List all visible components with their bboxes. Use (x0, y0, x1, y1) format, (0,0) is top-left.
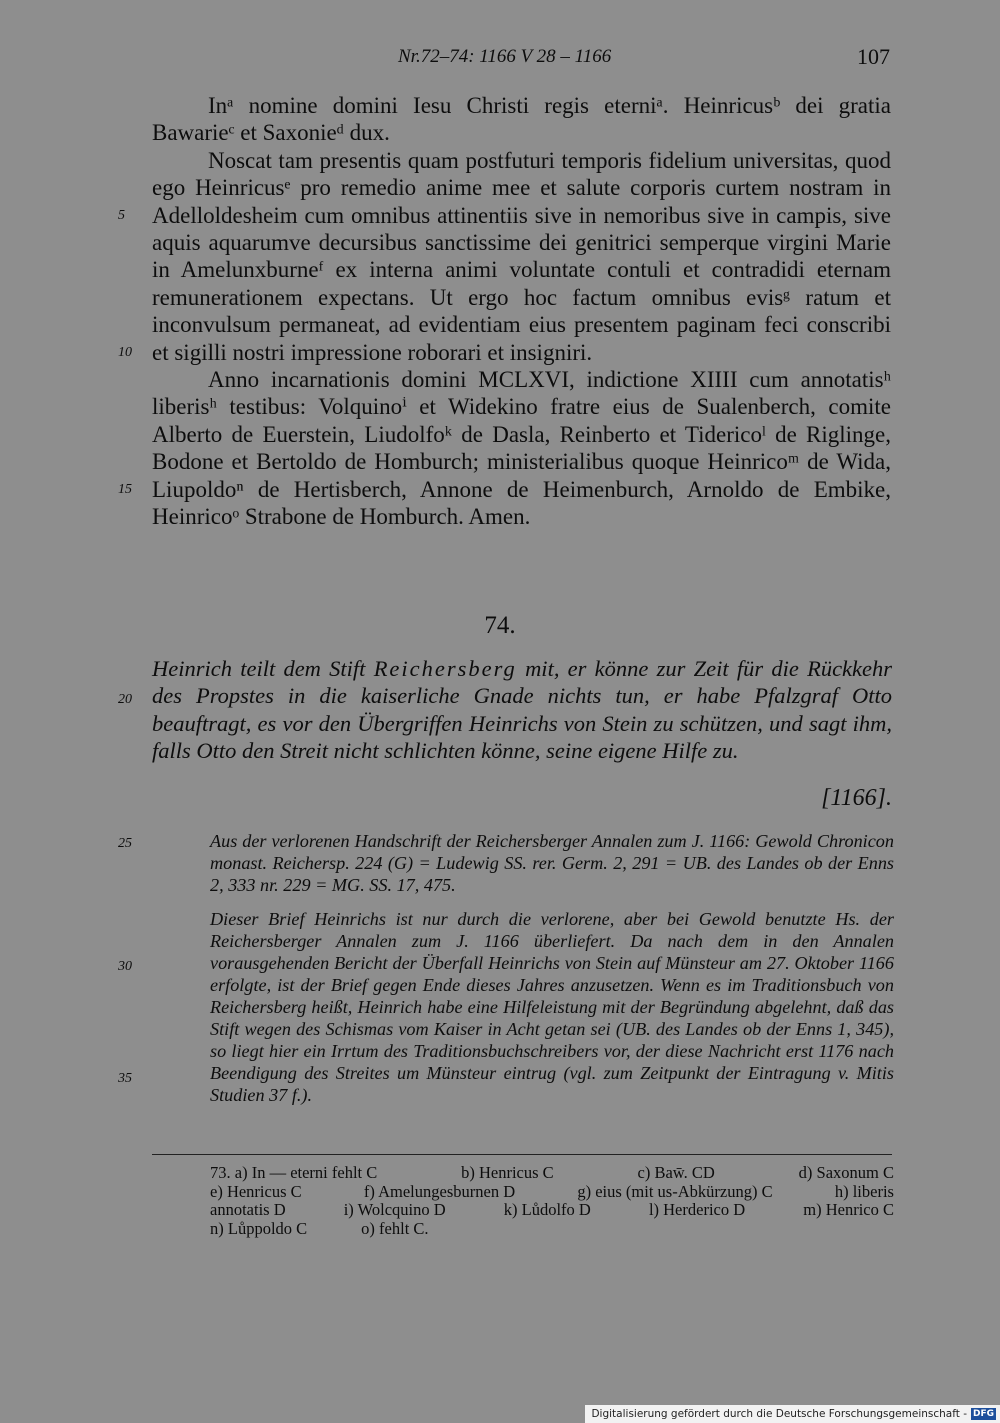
apparatus-row (210, 1164, 894, 1183)
apparatus-note: c) Baw̄. CD (637, 1163, 715, 1182)
footnote-divider (152, 1154, 892, 1155)
commentary (210, 908, 894, 1106)
line-number: 25 (118, 836, 132, 851)
line-number: 20 (118, 692, 132, 707)
line-number: 5 (118, 208, 125, 223)
apparatus-note: 73. a) In — eterni fehlt C (210, 1163, 378, 1182)
apparatus-note: e) Henricus C (210, 1181, 302, 1201)
line-number: 15 (118, 482, 132, 497)
critical-apparatus (210, 1164, 894, 1238)
apparatus-row (210, 1183, 894, 1202)
running-title: Nr.72–74: 1166 V 28 – 1166 (398, 46, 612, 67)
dfg-logo-icon[interactable]: DFG (972, 1409, 994, 1419)
footer-text: Digitalisierung gefördert durch die Deutsche Forschungsgemeinschaft - (591, 1408, 967, 1420)
line-number: 30 (118, 959, 132, 974)
apparatus-row (210, 1220, 894, 1239)
regest-text-a: Heinrich teilt dem Stift (152, 656, 366, 681)
charter-dispositio: Noscat tam presentis quam postfuturi temporis fidelium universitas, quod ego Heinricusᵉ pro remedio anime mee et salute corporis curtem nostram in Adelloldesheim cum omnibus attinentiis sive in nemoribus sive in campis, sive aquis aquarumve decursibus sanctissime dei genitrici semperque virgini Marie in Amelunxburneᶠ ex interna animi voluntate contuli et contradidi eternam remunerationem expectans. Ut ergo hoc factum omnibus evisᵍ ratum et inconvulsum permaneat, ad evidentiam eius presentem paginam feci conscribi et sigilli nostri impressione roborari et insigniri. (152, 147, 891, 365)
charter-73-text (152, 92, 891, 531)
page-header (150, 44, 890, 74)
apparatus-note: l) Herderico D (648, 1200, 746, 1219)
apparatus-note: g) eius (mit us-Abkürzung) C (577, 1181, 773, 1201)
regest-spaced-name: Reichersberg (373, 656, 517, 681)
digitization-footer (585, 1405, 1000, 1423)
apparatus-note: b) Henricus C (461, 1163, 554, 1182)
apparatus-row (210, 1201, 894, 1220)
line-number: 35 (118, 1071, 132, 1086)
commentary-text: Dieser Brief Heinrichs ist nur durch die verlorene, aber bei Gewold benutzte Hs. der Reichersberger Annalen zum J. 1166 überliefert. Da nach dem in den Annalen vorausgehenden Bericht der Überfall Heinrichs von Stein auf Münsteur am 27. Oktober 1166 erfolgte, ist der Brief gegen Ende dieses Jahres anzusetzen. Wenn es im Traditionsbuch von Reichersberg heißt, Heinrich habe eine Hilfeleistung mit der Begründung abgelehnt, daß das Stift wegen des Schismas vom Kaiser in Acht getan sei (UB. des Landes ob der Enns 1, 345), so liegt hier ein Irrtum des Traditionsbuchschreibers vor, der diese Nachricht erst 1176 nach Beendigung des Streites um Münsteur eintrug (vgl. zum Zeitpunkt der Eintragung v. Mitis Studien 37 f.). (210, 909, 894, 1105)
charter-witnesses: Anno incarnationis domini MCLXVI, indictione XIIII cum annotatisʰ liberisʰ testibus: Volquinoⁱ et Widekino fratre eius de Sualenberch, comite Alberto de Euerstein, Liudolfoᵏ de Dasla, Reinberto et Tidericoˡ de Riglinge, Bodone et Bertoldo de Homburch; ministerialibus quoque Heinricoᵐ de Wida, Liupoldoⁿ de Hertisberch, Annone de Heimenburch, Arnoldo de Embike, Heinricoᵒ Strabone de Homburch. Amen. (152, 367, 891, 530)
apparatus-note: d) Saxonum C (798, 1163, 894, 1182)
page-number: 107 (857, 44, 890, 69)
apparatus-note: i) Wolcquino D (343, 1200, 446, 1219)
document-number: 74. (484, 612, 516, 639)
apparatus-note: m) Henrico C (803, 1200, 894, 1219)
line-number: 10 (118, 345, 132, 360)
regest-text-b: mit, er könne zur Zeit für die Rückkehr des Propstes in die kaiserliche Gnade nichts tun, er habe Pfalzgraf Otto beauftragt, es vor den Übergriffen Heinrichs von Stein zu schützen, und sagt ihm, falls Otto den Streit nicht schlichten könne, seine eigene Hilfe zu. (152, 656, 893, 764)
document-date: [1166]. (821, 785, 892, 811)
regest (152, 655, 892, 765)
source-note (210, 830, 894, 896)
apparatus-note: annotatis D (210, 1200, 286, 1219)
apparatus-note: o) fehlt C. (361, 1218, 429, 1238)
apparatus-note: f) Amelungesburnen D (363, 1181, 516, 1201)
apparatus-note: n) Lůppoldo C (210, 1218, 308, 1238)
source-text: Aus der verlorenen Handschrift der Reichersberger Annalen zum J. 1166: Gewold Chronicon monast. Reichersp. 224 (G) = Ludewig SS. rer. Germ. 2, 291 = UB. des Landes ob der Enns 2, 333 nr. 229 = MG. SS. 17, 475. (210, 831, 894, 895)
apparatus-note: h) liberis (834, 1181, 894, 1201)
apparatus-note: k) Lůdolfo D (503, 1200, 591, 1219)
charter-intitulatio: Inᵃ nomine domini Iesu Christi regis eterniᵃ. Heinricusᵇ dei gratia Bawarieᶜ et Saxonieᵈ dux. (152, 93, 891, 146)
